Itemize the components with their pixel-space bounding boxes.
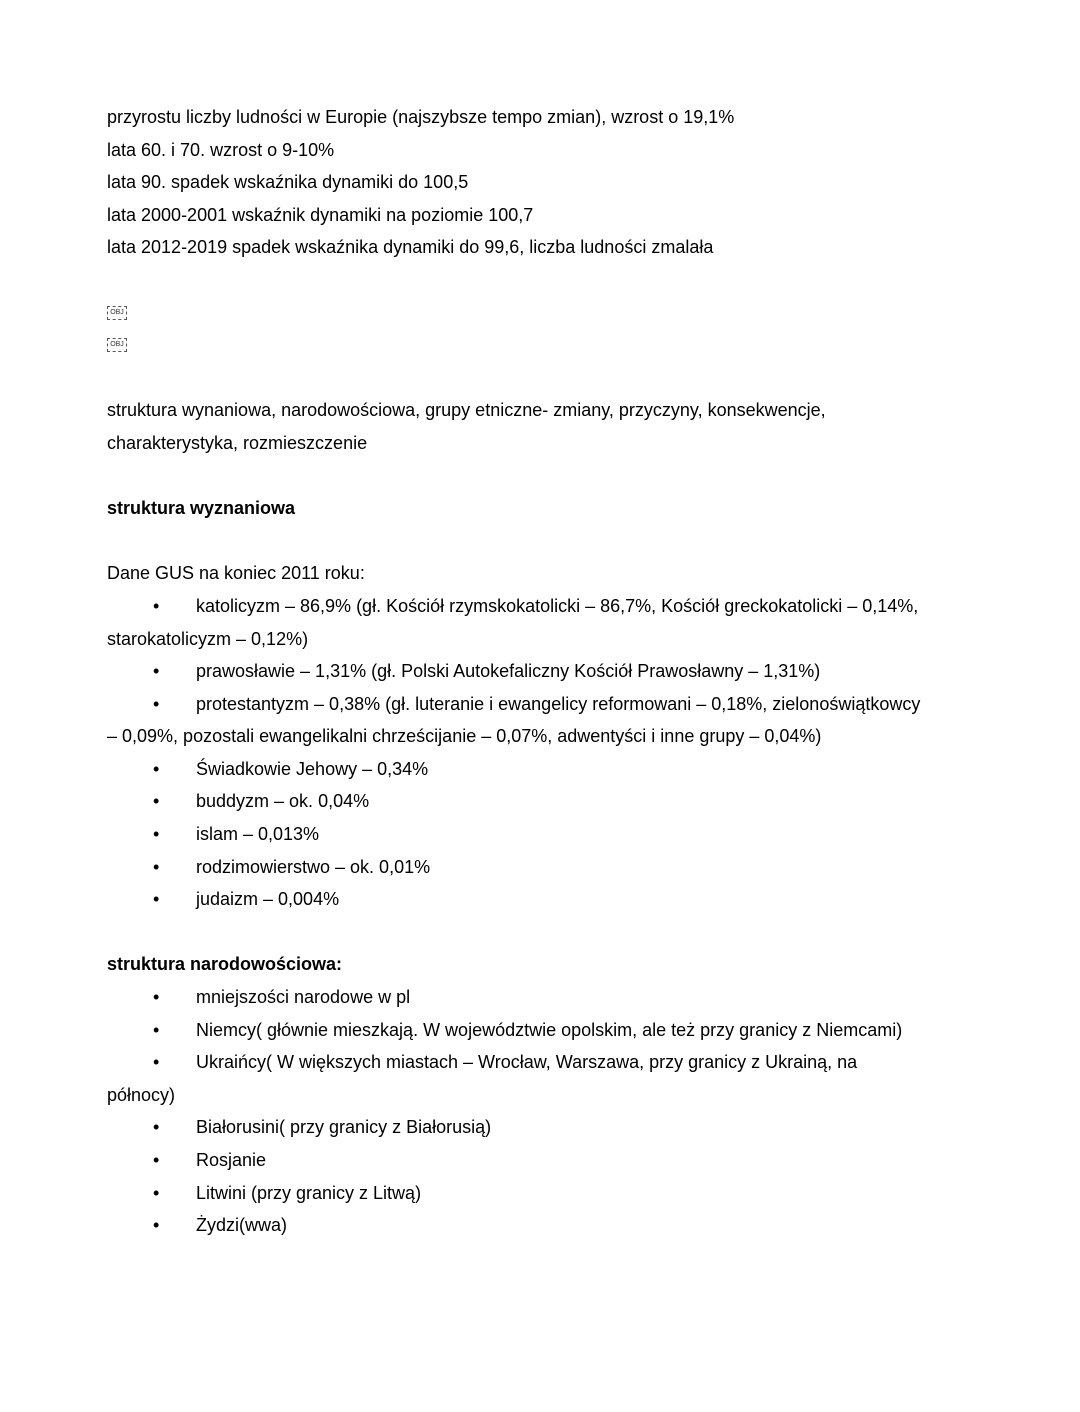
list-item-text: Białorusini( przy granicy z Białorusią) — [196, 1117, 492, 1138]
list-item — [107, 1209, 987, 1242]
list-item — [107, 818, 987, 851]
intro-line: lata 2012-2019 spadek wskaźnika dynamiki do 99,6, liczba ludności zmalała — [107, 237, 714, 258]
list-item — [107, 1177, 987, 1210]
spacer — [107, 460, 987, 493]
list-item — [107, 785, 987, 818]
list-item — [107, 883, 987, 916]
bullet-icon: • — [153, 1150, 160, 1170]
list-item-continuation: – 0,09%, pozostali ewangelikalni chrześcijanie – 0,07%, adwentyści i inne grupy – 0,04%) — [107, 726, 822, 747]
list-item-text: Świadkowie Jehowy – 0,34% — [196, 758, 429, 779]
list-item — [107, 753, 987, 786]
list-item-text: judaizm – 0,004% — [196, 889, 340, 910]
list-item-continuation: północy) — [107, 1084, 176, 1105]
list-item — [107, 655, 987, 688]
topic-line: charakterystyka, rozmieszczenie — [107, 432, 368, 453]
list-item — [107, 590, 987, 655]
intro-line: lata 2000-2001 wskaźnik dynamiki na poziomie 100,7 — [107, 204, 534, 225]
intro-line: lata 60. i 70. wzrost o 9-10% — [107, 139, 335, 160]
religion-section — [107, 492, 987, 916]
intro-block — [107, 101, 987, 264]
list-item — [107, 851, 987, 884]
spacer — [107, 362, 987, 395]
bullet-icon: • — [153, 758, 160, 779]
bullet-icon: • — [153, 1182, 160, 1203]
bullet-icon: • — [153, 693, 160, 714]
intro-line: lata 90. spadek wskaźnika dynamiki do 100,5 — [107, 172, 469, 193]
bullet-icon: • — [153, 824, 160, 845]
nationality-list — [107, 981, 987, 1242]
embedded-object-icon[interactable]: OBJ — [107, 306, 127, 320]
list-item — [107, 1111, 987, 1144]
list-item-text: Rosjanie — [196, 1150, 267, 1170]
list-item-text: islam – 0,013% — [196, 824, 320, 845]
bullet-icon: • — [153, 1117, 160, 1138]
bullet-icon: • — [153, 889, 160, 910]
list-item-continuation: starokatolicyzm – 0,12%) — [107, 628, 309, 649]
list-item-text: katolicyzm – 86,9% (gł. Kościół rzymskokatolicki – 86,7%, Kościół greckokatolicki – 0,14%, — [196, 595, 919, 616]
religion-list — [107, 590, 987, 916]
bullet-icon: • — [153, 791, 160, 812]
section-intro: Dane GUS na koniec 2011 roku: — [107, 563, 365, 584]
bullet-icon: • — [153, 987, 160, 1008]
list-item — [107, 1014, 987, 1047]
list-item-text: Żydzi(wwa) — [196, 1215, 288, 1236]
bullet-icon: • — [153, 1052, 160, 1073]
list-item — [107, 1144, 987, 1177]
document-page — [107, 101, 987, 1242]
list-item-text: buddyzm – ok. 0,04% — [196, 791, 370, 812]
nationality-section — [107, 948, 987, 1241]
bullet-icon: • — [153, 595, 160, 616]
spacer — [107, 916, 987, 949]
embedded-object-row — [107, 329, 987, 362]
list-item-text: protestantyzm – 0,38% (gł. luteranie i ewangelicy reformowani – 0,18%, zielonoświątkowcy — [196, 693, 921, 714]
embedded-object-icon[interactable]: OBJ — [107, 338, 127, 352]
topic-block — [107, 394, 987, 459]
bullet-icon: • — [153, 856, 160, 877]
spacer — [107, 264, 987, 297]
spacer — [107, 525, 987, 558]
list-item-text: Ukraińcy( W większych miastach – Wrocław, Warszawa, przy granicy z Ukrainą, na — [196, 1052, 858, 1073]
list-item-text: Niemcy( głównie mieszkają. W województwie opolskim, ale też przy granicy z Niemcami) — [196, 1019, 903, 1040]
list-item — [107, 688, 987, 753]
list-item — [107, 981, 987, 1014]
intro-line: przyrostu liczby ludności w Europie (najszybsze tempo zmian), wzrost o 19,1% — [107, 107, 735, 127]
section-heading: struktura narodowościowa: — [107, 954, 343, 975]
bullet-icon: • — [153, 1215, 160, 1236]
list-item-text: rodzimowierstwo – ok. 0,01% — [196, 856, 431, 877]
list-item-text: prawosławie – 1,31% (gł. Polski Autokefaliczny Kościół Prawosławny – 1,31%) — [196, 661, 821, 682]
list-item-text: Litwini (przy granicy z Litwą) — [196, 1182, 422, 1203]
section-heading: struktura wyznaniowa — [107, 498, 296, 519]
topic-line: struktura wynaniowa, narodowościowa, grupy etniczne- zmiany, przyczyny, konsekwencje, — [107, 400, 826, 421]
embedded-object-row — [107, 297, 987, 330]
list-item — [107, 1046, 987, 1111]
bullet-icon: • — [153, 1019, 160, 1040]
bullet-icon: • — [153, 661, 160, 682]
list-item-text: mniejszości narodowe w pl — [196, 987, 411, 1008]
